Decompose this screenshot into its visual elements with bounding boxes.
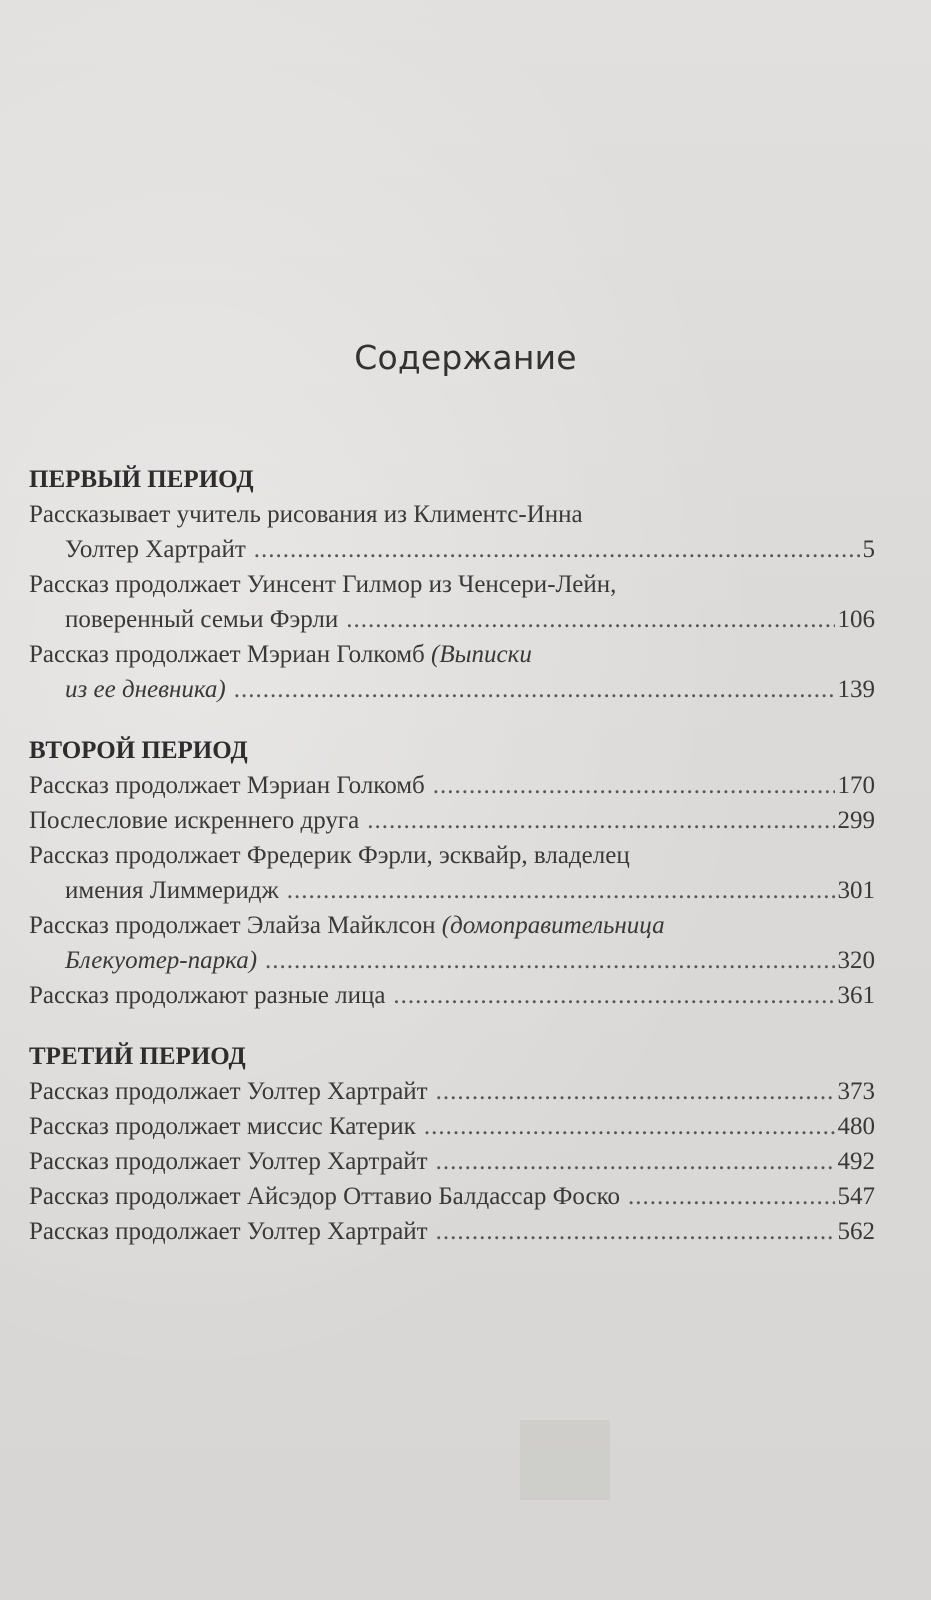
page-number: 562 (837, 1218, 875, 1245)
section-heading: ВТОРОЙ ПЕРИОД (29, 737, 248, 764)
table-of-contents (29, 462, 875, 1275)
toc-entry (29, 637, 875, 707)
entry-text: Рассказ продолжает Элайза Майклсон (29, 912, 436, 939)
dot-leader (346, 602, 834, 637)
page-title: Содержание (354, 338, 577, 377)
dot-leader (436, 1214, 835, 1249)
page-number: 299 (837, 807, 875, 834)
entry-text-continued: Уолтер Хартрайт (65, 536, 246, 563)
toc-entry (29, 838, 875, 908)
toc-section-first-period (29, 462, 875, 707)
entry-text: Рассказ продолжают разные лица (29, 982, 386, 1009)
toc-section-second-period (29, 733, 875, 1013)
toc-entry (29, 567, 875, 637)
page-number: 320 (837, 947, 875, 974)
page-number: 480 (837, 1113, 875, 1140)
page-number: 547 (837, 1183, 875, 1210)
page-number: 301 (837, 877, 875, 904)
entry-text: Рассказ продолжает миссис Катерик (29, 1113, 416, 1140)
toc-entry (29, 978, 875, 1013)
dot-leader (254, 532, 860, 567)
bleed-through-mark (520, 1420, 610, 1500)
page-number: 139 (837, 676, 875, 703)
toc-section-third-period (29, 1039, 875, 1249)
dot-leader (628, 1179, 835, 1214)
entry-text: Рассказ продолжает Фредерик Фэрли, эсквайр, владелец (29, 842, 630, 869)
page-number: 170 (837, 772, 875, 799)
dot-leader (234, 672, 835, 707)
page-number: 361 (837, 982, 875, 1009)
toc-entry (29, 768, 875, 803)
entry-text: Рассказ продолжает Уолтер Хартрайт (29, 1078, 428, 1105)
dot-leader (433, 768, 835, 803)
section-heading: ПЕРВЫЙ ПЕРИОД (29, 466, 254, 493)
toc-entry (29, 1179, 875, 1214)
page-number: 492 (837, 1148, 875, 1175)
entry-text: Рассказ продолжает Мэриан Голкомб (29, 641, 425, 668)
page-number: 5 (862, 536, 875, 563)
entry-text-continued-italic: Блекуотер-парка) (65, 947, 258, 974)
entry-text: Рассказ продолжает Уолтер Хартрайт (29, 1148, 428, 1175)
dot-leader (424, 1109, 835, 1144)
entry-text-italic: (домоправительница (441, 912, 665, 939)
dot-leader (287, 873, 835, 908)
entry-text-italic: (Выписки (431, 641, 532, 668)
page-number: 106 (837, 606, 875, 633)
section-heading: ТРЕТИЙ ПЕРИОД (29, 1043, 246, 1070)
entry-text: Рассказ продолжает Айсэдор Оттавио Балдассар Фоско (29, 1183, 620, 1210)
toc-entry (29, 1144, 875, 1179)
entry-text: Рассказывает учитель рисования из Климентс-Инна (29, 501, 583, 528)
toc-entry (29, 497, 875, 567)
entry-text: Рассказ продолжает Мэриан Голкомб (29, 772, 425, 799)
entry-text: Рассказ продолжает Уолтер Хартрайт (29, 1218, 428, 1245)
entry-text: Послесловие искреннего друга (29, 807, 360, 834)
entry-text-continued-italic: из ее дневника) (65, 676, 226, 703)
toc-entry (29, 1074, 875, 1109)
toc-entry (29, 908, 875, 978)
entry-text: Рассказ продолжает Уинсент Гилмор из Ченсери-Лейн, (29, 571, 617, 598)
toc-entry (29, 1214, 875, 1249)
dot-leader (436, 1074, 835, 1109)
dot-leader (393, 978, 834, 1013)
toc-entry (29, 1109, 875, 1144)
entry-text-continued: имения Лиммеридж (65, 877, 279, 904)
toc-entry (29, 803, 875, 838)
entry-text-continued: поверенный семьи Фэрли (65, 606, 339, 633)
dot-leader (436, 1144, 835, 1179)
dot-leader (367, 803, 834, 838)
dot-leader (265, 943, 834, 978)
page-number: 373 (837, 1078, 875, 1105)
